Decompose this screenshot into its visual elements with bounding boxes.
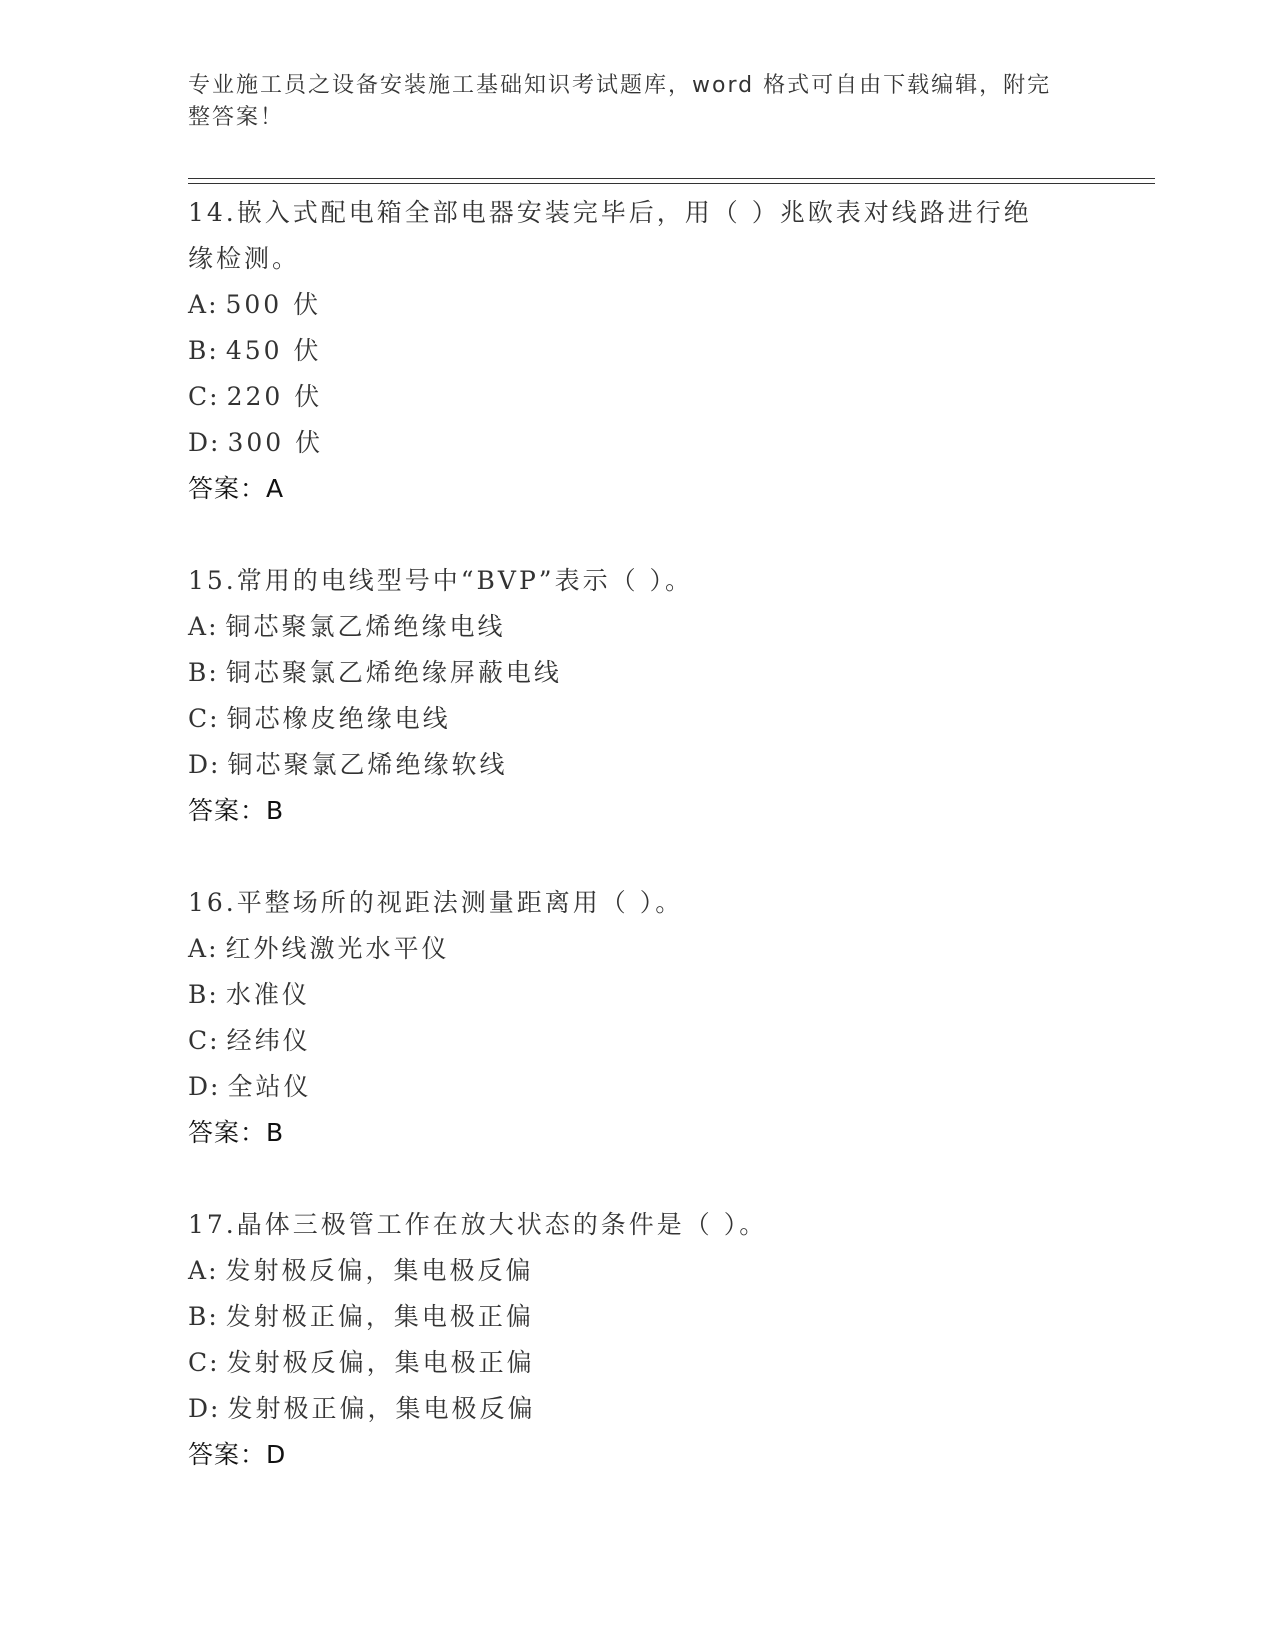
option-c — [188, 374, 1088, 420]
option-d — [188, 1064, 1088, 1110]
option-separator: : — [210, 1072, 222, 1101]
answer-line: 答案：B — [188, 1118, 285, 1147]
option-a — [188, 926, 1088, 972]
option-separator: : — [208, 934, 220, 963]
option-separator: : — [208, 980, 220, 1009]
option-b — [188, 1294, 1088, 1340]
option-separator: : — [209, 382, 221, 411]
option-key: B — [188, 336, 209, 365]
option-c — [188, 696, 1088, 742]
question-17 — [188, 1202, 1088, 1478]
answer-line: 答案：B — [188, 796, 285, 825]
header-divider-top — [188, 178, 1155, 179]
option-text: 500 伏 — [225, 290, 322, 319]
question-stem-line: 缘检测。 — [188, 244, 301, 273]
option-text: 铜芯聚氯乙烯绝缘电线 — [225, 612, 506, 641]
option-text: 铜芯聚氯乙烯绝缘屏蔽电线 — [225, 658, 562, 687]
option-text: 发射极正偏，集电极正偏 — [225, 1302, 534, 1331]
option-text: 发射极正偏，集电极反偏 — [227, 1394, 536, 1423]
option-separator: : — [210, 428, 222, 457]
option-a — [188, 282, 1088, 328]
question-16 — [188, 880, 1088, 1156]
option-separator: : — [209, 1026, 221, 1055]
option-text: 300 伏 — [227, 428, 324, 457]
option-d — [188, 420, 1088, 466]
option-key: C — [188, 704, 210, 733]
option-text: 经纬仪 — [226, 1026, 311, 1055]
option-key: A — [188, 612, 209, 641]
header-line-2: 整答案！ — [188, 105, 285, 130]
option-b — [188, 328, 1088, 374]
option-text: 220 伏 — [226, 382, 323, 411]
option-key: B — [188, 1302, 209, 1331]
answer-line: 答案：D — [188, 1440, 287, 1469]
option-text: 发射极反偏，集电极正偏 — [226, 1348, 535, 1377]
option-text: 铜芯橡皮绝缘电线 — [226, 704, 451, 733]
option-separator: : — [208, 658, 220, 687]
option-separator: : — [208, 1256, 220, 1285]
option-b — [188, 972, 1088, 1018]
page-header — [188, 70, 1068, 134]
option-key: C — [188, 1026, 210, 1055]
option-key: C — [188, 382, 210, 411]
question-stem-line: 14.嵌入式配电箱全部电器安装完毕后，用（ ）兆欧表对线路进行绝 — [188, 198, 1032, 227]
option-key: A — [188, 290, 209, 319]
option-a — [188, 1248, 1088, 1294]
header-line-1: 专业施工员之设备安装施工基础知识考试题库，word 格式可自由下载编辑，附完 — [188, 73, 1052, 98]
option-key: C — [188, 1348, 210, 1377]
header-divider-bottom — [188, 183, 1155, 184]
question-stem-line: 17.晶体三极管工作在放大状态的条件是（ ）。 — [188, 1210, 768, 1239]
option-key: D — [188, 750, 211, 779]
option-separator: : — [210, 1394, 222, 1423]
option-separator: : — [208, 290, 220, 319]
option-separator: : — [208, 612, 220, 641]
option-text: 铜芯聚氯乙烯绝缘软线 — [227, 750, 508, 779]
option-d — [188, 1386, 1088, 1432]
option-separator: : — [209, 704, 221, 733]
option-key: A — [188, 934, 209, 963]
option-key: B — [188, 658, 209, 687]
option-key: D — [188, 428, 211, 457]
option-d — [188, 742, 1088, 788]
question-stem-line: 15.常用的电线型号中“BVP”表示（ ）。 — [188, 566, 694, 595]
answer-line: 答案：A — [188, 474, 285, 503]
option-text: 全站仪 — [227, 1072, 312, 1101]
option-separator: : — [208, 1302, 220, 1331]
option-separator: : — [209, 1348, 221, 1377]
option-text: 发射极反偏，集电极反偏 — [225, 1256, 534, 1285]
option-b — [188, 650, 1088, 696]
option-key: B — [188, 980, 209, 1009]
option-separator: : — [208, 336, 220, 365]
option-c — [188, 1340, 1088, 1386]
option-a — [188, 604, 1088, 650]
option-c — [188, 1018, 1088, 1064]
option-key: D — [188, 1072, 211, 1101]
question-stem-line: 16.平整场所的视距法测量距离用（ ）。 — [188, 888, 684, 917]
option-text: 水准仪 — [225, 980, 310, 1009]
option-key: D — [188, 1394, 211, 1423]
question-list — [188, 190, 1088, 1524]
option-separator: : — [210, 750, 222, 779]
question-15 — [188, 558, 1088, 834]
option-key: A — [188, 1256, 209, 1285]
option-text: 450 伏 — [225, 336, 322, 365]
question-14 — [188, 190, 1088, 512]
option-text: 红外线激光水平仪 — [225, 934, 450, 963]
